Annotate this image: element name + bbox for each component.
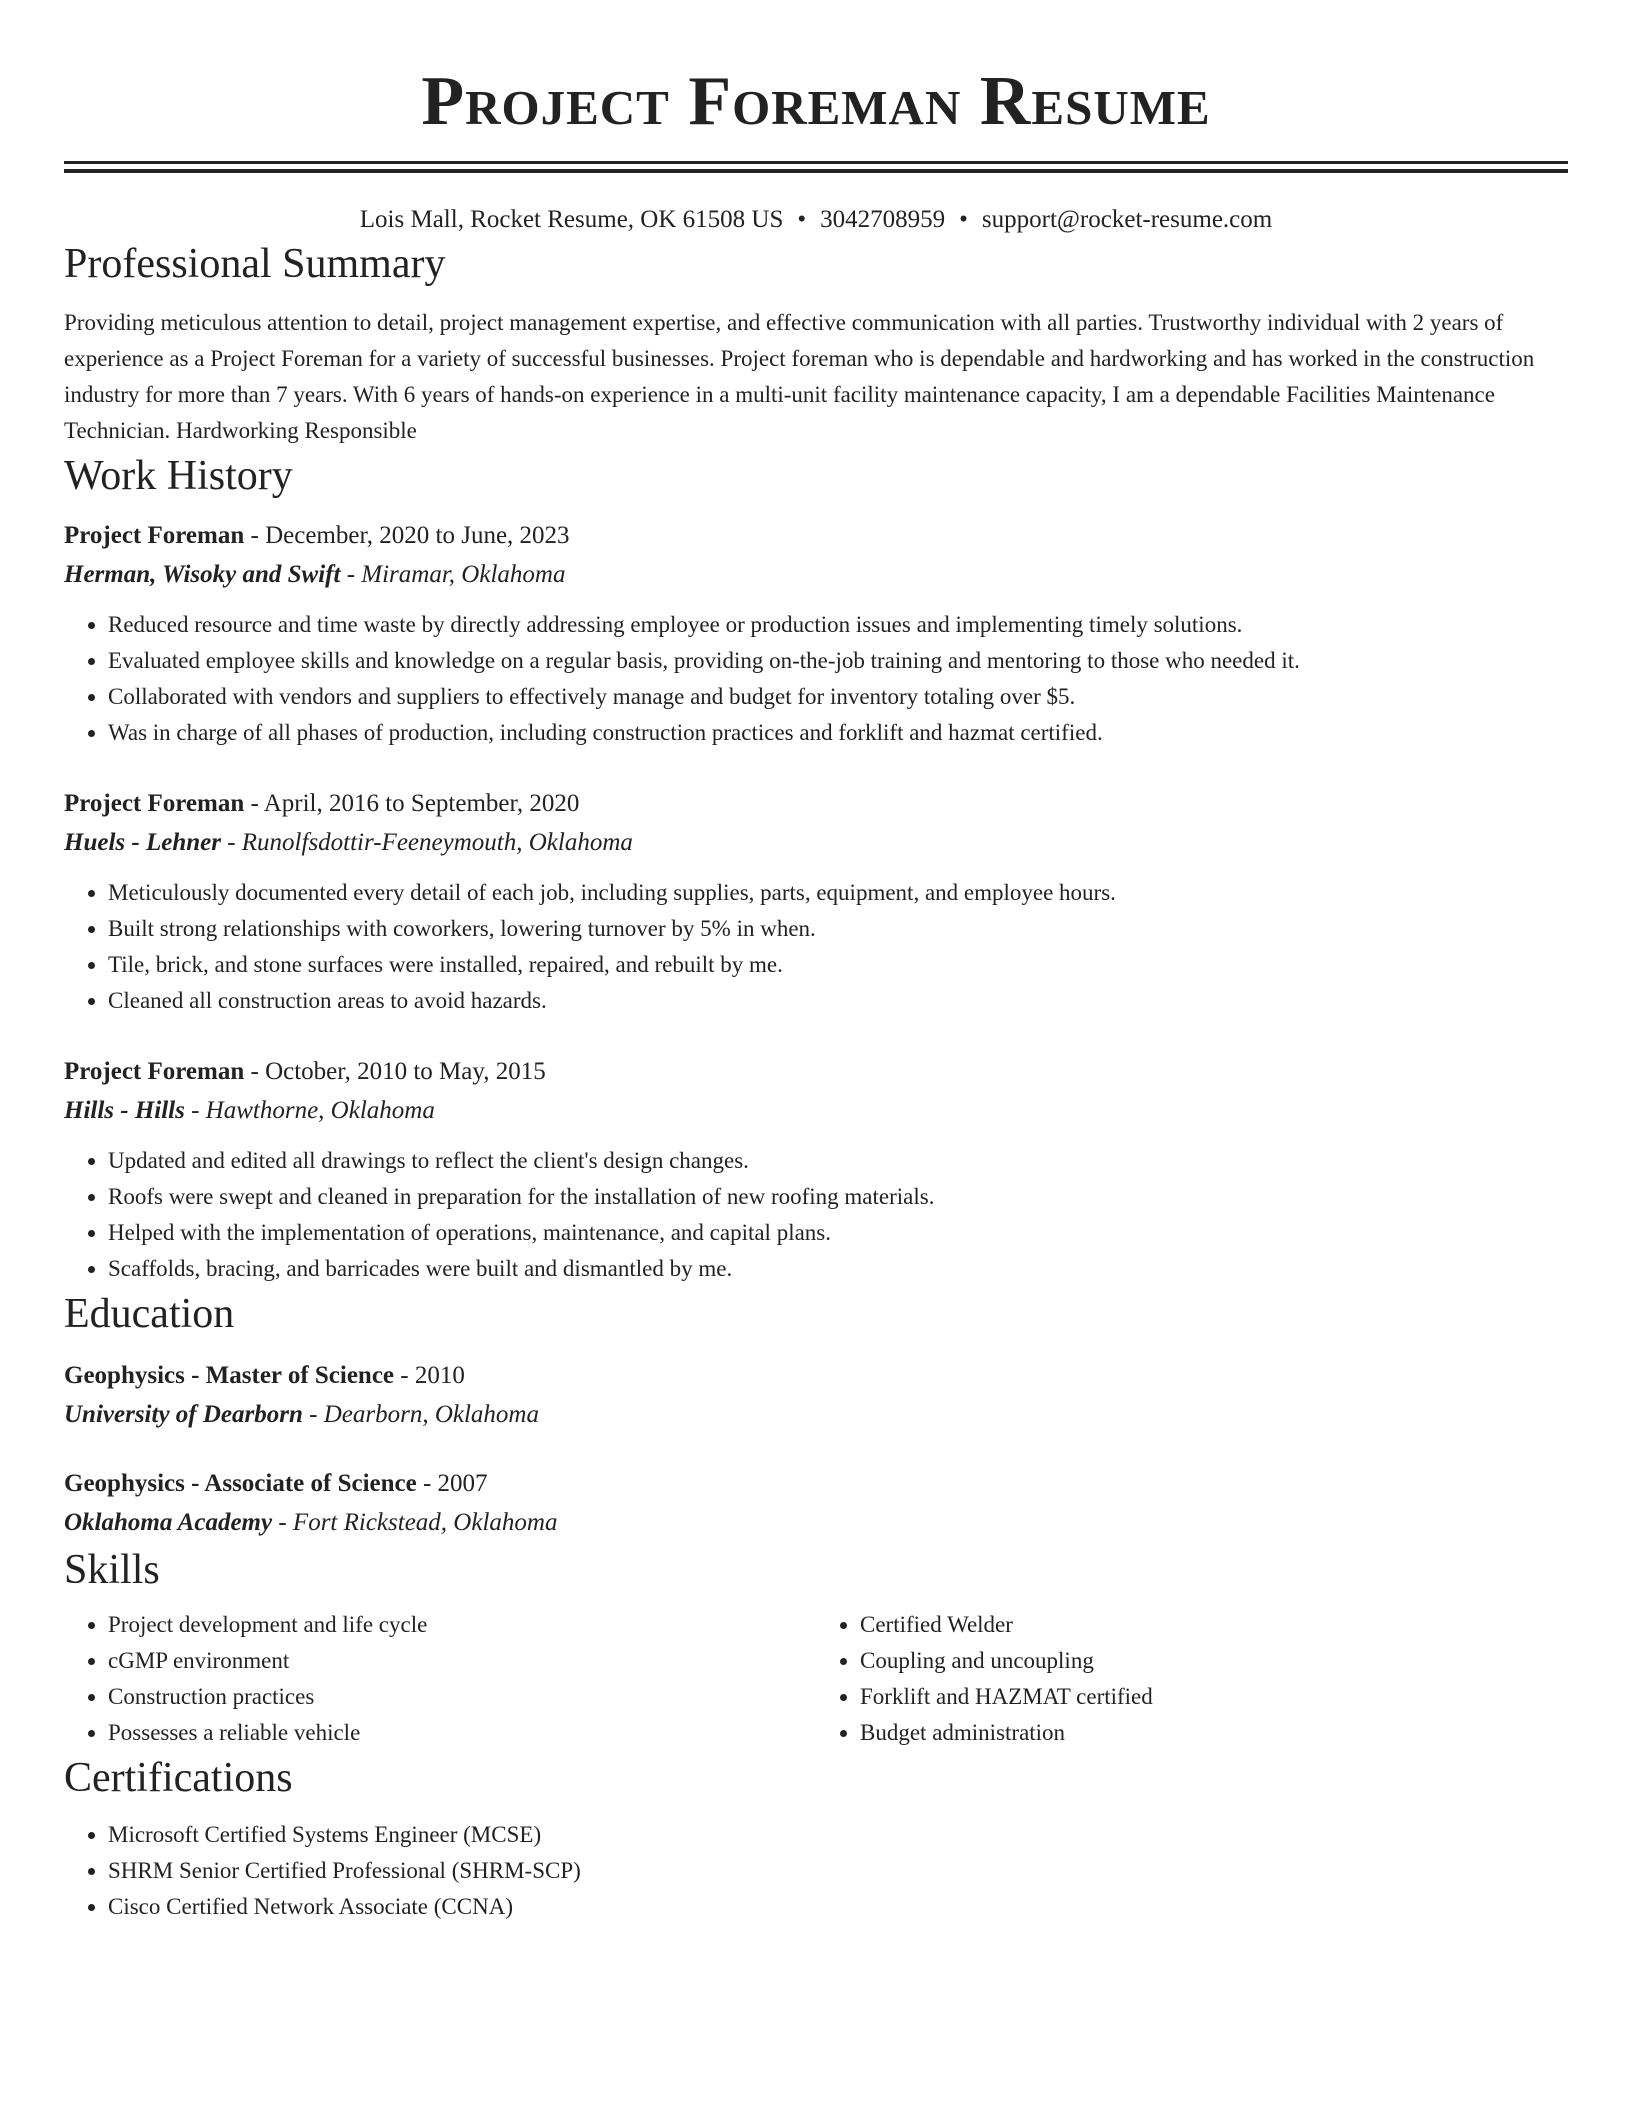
job-bullet: • Collaborated with vendors and suppliers to effectively manage and budget for inventory totaling over $5. [108, 679, 1568, 715]
job-bullet: • Meticulously documented every detail of each job, including supplies, parts, equipment, and employee hours. [108, 875, 1568, 911]
job-bullet: • Reduced resource and time waste by directly addressing employee or production issues and implementing timely solutions. [108, 607, 1568, 643]
job-company-line [64, 555, 1568, 595]
job-company-line [64, 823, 1568, 863]
work-history-heading: Work History [64, 453, 293, 499]
skills-columns [64, 1607, 1568, 1751]
job-bullet: • Was in charge of all phases of production, including construction practices and forklift and hazmat certified. [108, 715, 1568, 751]
education-entry [64, 1357, 1568, 1435]
contact-phone: 3042708959 [820, 206, 946, 233]
job-bullet: • Cleaned all construction areas to avoid hazards. [108, 983, 1568, 1019]
education-year: - 2010 [394, 1362, 465, 1389]
job-bullet-list [64, 1143, 1568, 1287]
certifications-heading: Certifications [64, 1755, 293, 1801]
education-entry [64, 1465, 1568, 1543]
contact-separator: • [959, 206, 968, 233]
skills-list-left [64, 1607, 816, 1751]
job-location: - Runolfsdottir-Feeneymouth, Oklahoma [220, 829, 633, 856]
education-location: - Fort Rickstead, Oklahoma [272, 1509, 558, 1536]
education-heading: Education [64, 1291, 235, 1337]
job-entry [64, 1053, 1568, 1287]
certification-item: • Microsoft Certified Systems Engineer (MCSE) [108, 1817, 1568, 1853]
job-title: Project Foreman [64, 1058, 245, 1085]
skills-list-right [816, 1607, 1568, 1751]
job-title-line [64, 517, 1568, 555]
job-title: Project Foreman [64, 522, 245, 549]
skill-item: • Coupling and uncoupling [860, 1643, 1568, 1679]
job-entry [64, 517, 1568, 751]
job-dates: - October, 2010 to May, 2015 [244, 1058, 546, 1085]
job-dates: - April, 2016 to September, 2020 [244, 790, 580, 817]
education-degree-line [64, 1465, 1568, 1503]
job-title-line [64, 785, 1568, 823]
job-title-line [64, 1053, 1568, 1091]
skill-item: • Project development and life cycle [108, 1607, 816, 1643]
certifications-list [64, 1817, 1568, 1925]
skills-heading: Skills [64, 1547, 160, 1593]
skill-item: • Forklift and HAZMAT certified [860, 1679, 1568, 1715]
job-title: Project Foreman [64, 790, 245, 817]
education-degree-line [64, 1357, 1568, 1395]
job-bullet: • Updated and edited all drawings to reflect the client's design changes. [108, 1143, 1568, 1179]
contact-line [64, 203, 1568, 237]
education-location: - Dearborn, Oklahoma [302, 1401, 539, 1428]
job-dates: - December, 2020 to June, 2023 [244, 522, 570, 549]
contact-separator: • [797, 206, 807, 233]
job-company-line [64, 1091, 1568, 1131]
job-bullet: • Evaluated employee skills and knowledge on a regular basis, providing on-the-job training and mentoring to those who needed it. [108, 643, 1568, 679]
skill-item: • cGMP environment [108, 1643, 816, 1679]
contact-email: support@rocket-resume.com [981, 206, 1273, 233]
skill-item: • Possesses a reliable vehicle [108, 1715, 816, 1751]
education-school: University of Dearborn [64, 1401, 303, 1428]
certification-item: • Cisco Certified Network Associate (CCNA) [108, 1889, 1568, 1925]
contact-address: Lois Mall, Rocket Resume, OK 61508 US [359, 206, 784, 233]
education-school: Oklahoma Academy [64, 1509, 273, 1536]
title-divider-top [64, 161, 1568, 164]
education-school-line [64, 1395, 1568, 1435]
job-bullet: • Helped with the implementation of operations, maintenance, and capital plans. [108, 1215, 1568, 1251]
job-bullet-list [64, 607, 1568, 751]
job-company: Huels - Lehner [64, 829, 221, 856]
education-year: - 2007 [416, 1470, 488, 1497]
summary-heading: Professional Summary [64, 241, 446, 287]
resume-title: Project Foreman Resume [421, 63, 1211, 140]
job-bullet: • Roofs were swept and cleaned in preparation for the installation of new roofing materials. [108, 1179, 1568, 1215]
job-bullet: • Tile, brick, and stone surfaces were installed, repaired, and rebuilt by me. [108, 947, 1568, 983]
job-company: Herman, Wisoky and Swift [64, 561, 341, 588]
job-company: Hills - Hills [64, 1097, 185, 1124]
job-bullet: • Built strong relationships with coworkers, lowering turnover by 5% in when. [108, 911, 1568, 947]
job-entry [64, 785, 1568, 1019]
certification-item: • SHRM Senior Certified Professional (SHRM-SCP) [108, 1853, 1568, 1889]
job-bullet-list [64, 875, 1568, 1019]
skill-item: • Budget administration [860, 1715, 1568, 1751]
education-degree: Geophysics - Associate of Science [64, 1470, 417, 1497]
resume-page [64, 0, 1568, 1925]
skill-item: • Certified Welder [860, 1607, 1568, 1643]
job-bullet: • Scaffolds, bracing, and barricades were built and dismantled by me. [108, 1251, 1568, 1287]
education-school-line [64, 1503, 1568, 1543]
job-location: - Miramar, Oklahoma [340, 561, 566, 588]
skill-item: • Construction practices [108, 1679, 816, 1715]
title-divider-bottom [64, 169, 1568, 173]
education-degree: Geophysics - Master of Science [64, 1362, 395, 1389]
job-location: - Hawthorne, Oklahoma [184, 1097, 435, 1124]
summary-text: Providing meticulous attention to detail, project management expertise, and effective communication with all parties. Trustworthy individual with 2 years of experience as a Project Foreman for a variety of successful businesses. Project foreman who is dependable and hardworking and has worked in the construction industry for more than 7 years. With 6 years of hands-on experience in a multi-unit facility maintenance capacity, I am a dependable Facilities Maintenance Technician. Hardworking Responsible [64, 310, 1535, 443]
